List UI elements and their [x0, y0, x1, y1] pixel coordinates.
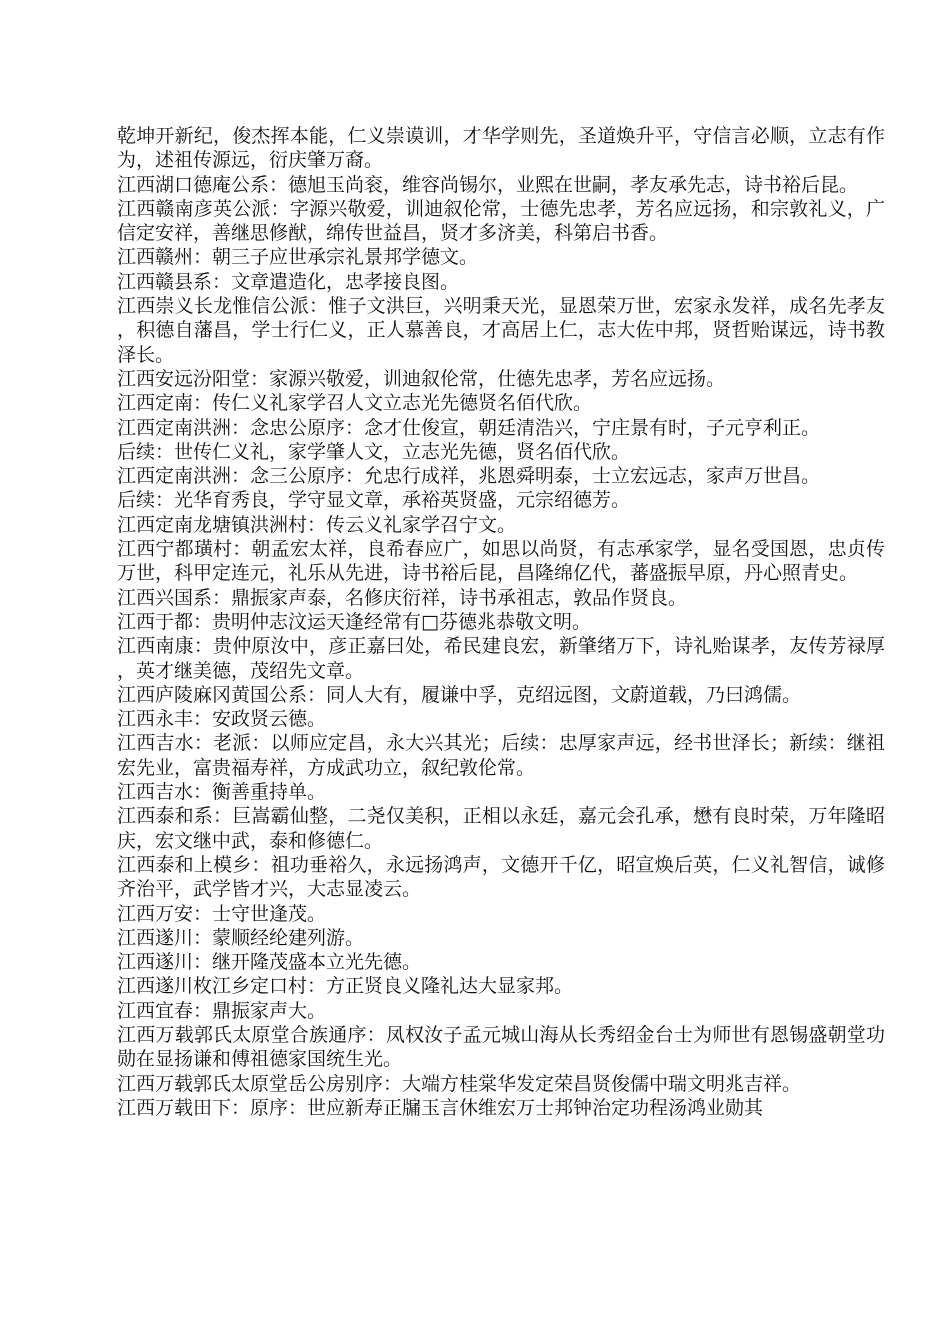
text-paragraph: 江西万载郭氏太原堂合族通序：凤权汝子孟元城山海从长秀绍金台士为师世有恩锡盛朝堂功勋在显扬谦和傅祖德家国统生光。 — [117, 1023, 885, 1071]
text-paragraph: 江西遂川枚江乡定口村：方正贤良义隆礼达大显家邦。 — [117, 975, 574, 998]
text-paragraph: 江西泰和系：巨嵩霸仙整，二尧仅美积，正相以永廷，嘉元会孔承，懋有良时荣，万年隆昭庆，宏文继中武，泰和修德仁。 — [117, 805, 885, 852]
text-paragraph: 江西遂川：继开隆茂盛本立光先德。 — [117, 951, 422, 974]
text-paragraph: 江西宜春：鼎振家声大。 — [117, 999, 327, 1022]
text-paragraph: 江西万安：士守世逢茂。 — [117, 902, 327, 925]
text-paragraph: 江西泰和上模乡：祖功垂裕久，永远扬鸿声，文德开千亿，昭宣焕后英，仁义礼智信，诚修齐治平，武学皆才兴，大志显凌云。 — [117, 853, 885, 901]
text-paragraph: 江西遂川：蒙顺经纶建列游。 — [117, 926, 365, 949]
text-paragraph: 江西永丰：安政贤云德。 — [117, 708, 327, 731]
text-paragraph: 江西南康：贵仲原汝中，彦正嘉曰处，希民建良宏，新肇绪万下，诗礼贻谋孝，友传芳禄厚，英才继美德，茂绍先文章。 — [117, 635, 885, 682]
text-paragraph: 江西吉水：老派：以师应定昌，永大兴其光；后续：忠厚家声远，经书世泽长；新续：继祖宏先业，富贵福寿祥，方成武功立，叙纪敦伦常。 — [117, 732, 885, 779]
text-paragraph: 江西于都：贵明仲志汶运天逢经常有□芬德兆恭敬文明。 — [117, 610, 591, 633]
text-paragraph: 江西万载田下：原序：世应新寿正牖玉言休维宏万士邦钟治定功程汤鸿业勋其 — [117, 1096, 764, 1119]
text-paragraph: 江西定南龙塘镇洪洲村：传云义礼家学召宁文。 — [117, 513, 517, 536]
text-paragraph: 江西崇义长龙惟信公派：惟子文洪巨，兴明秉天光，显恩荣万世，宏家永发祥，成名先孝友，积德自藩昌，学士行仁义，正人慕善良，才高居上仁，志大佐中邦，贤哲贻谋远，诗书教泽长。 — [117, 295, 885, 366]
text-paragraph: 江西宁都璜村：朝孟宏太祥，良希春应广，如思以尚贤，有志承家学，显名受国恩，忠贞传万世，科甲定连元，礼乐从先进，诗书裕后昆，昌隆绵亿代，蕃盛振早原，丹心照青史。 — [117, 538, 885, 585]
text-paragraph: 江西定南洪洲：念三公原序：允忠行成祥，兆恩舜明泰，士立宏远志，家声万世昌。 — [117, 465, 821, 488]
text-paragraph: 江西庐陵麻冈黄国公系：同人大有，履谦中孚，克绍远图，文蔚道载，乃曰鸿儒。 — [117, 683, 802, 706]
text-paragraph: 江西兴国系：鼎振家声泰，名修庆衍祥，诗书承祖志，敦品作贤良。 — [117, 586, 688, 609]
text-paragraph: 江西万载郭氏太原堂岳公房别序：大端方桂棠华发定荣昌贤俊儒中瑞文明兆吉祥。 — [117, 1072, 802, 1095]
text-paragraph: 江西定南：传仁义礼家学召人文立志光先德贤名佰代欣。 — [117, 392, 593, 415]
text-paragraph: 江西安远汾阳堂：家源兴敬爱，训迪叙伦常，仕德先忠孝，芳名应远扬。 — [117, 367, 726, 390]
text-paragraph: 江西定南洪洲：念忠公原序：念才仕俊宣，朝廷清浩兴，宁庄景有时，子元亨利正。 — [117, 416, 821, 439]
text-paragraph: 江西赣县系：文章遣造化，忠孝接良图。 — [117, 270, 460, 293]
text-paragraph: 江西赣州：朝三子应世承宗礼景邦学德文。 — [117, 246, 479, 269]
text-paragraph: 乾坤开新纪，俊杰挥本能，仁义崇谟训，才华学则先，圣道焕升平，守信言必顺，立志有作为，述祖传源远，衍庆肇万裔。 — [117, 125, 885, 172]
document-body — [117, 124, 885, 1120]
text-paragraph: 后续：光华育秀良，学守显文章，承裕英贤盛，元宗绍德芳。 — [117, 489, 631, 512]
text-paragraph: 江西赣南彦英公派：字源兴敬爱，训迪叙伦常，士德先忠孝，芳名应远扬，和宗敦礼义，广信定安祥，善继思修猷，绵传世益昌，贤才多济美，科第启书香。 — [117, 197, 885, 245]
text-paragraph: 后续：世传仁义礼，家学肇人文，立志光先德，贤名佰代欣。 — [117, 440, 631, 463]
text-paragraph: 江西吉水：衡善重持单。 — [117, 781, 327, 804]
text-paragraph: 江西湖口德庵公系：德旭玉尚衮，维容尚锡尔，业熙在世嗣，孝友承先志，诗书裕后昆。 — [117, 173, 859, 196]
